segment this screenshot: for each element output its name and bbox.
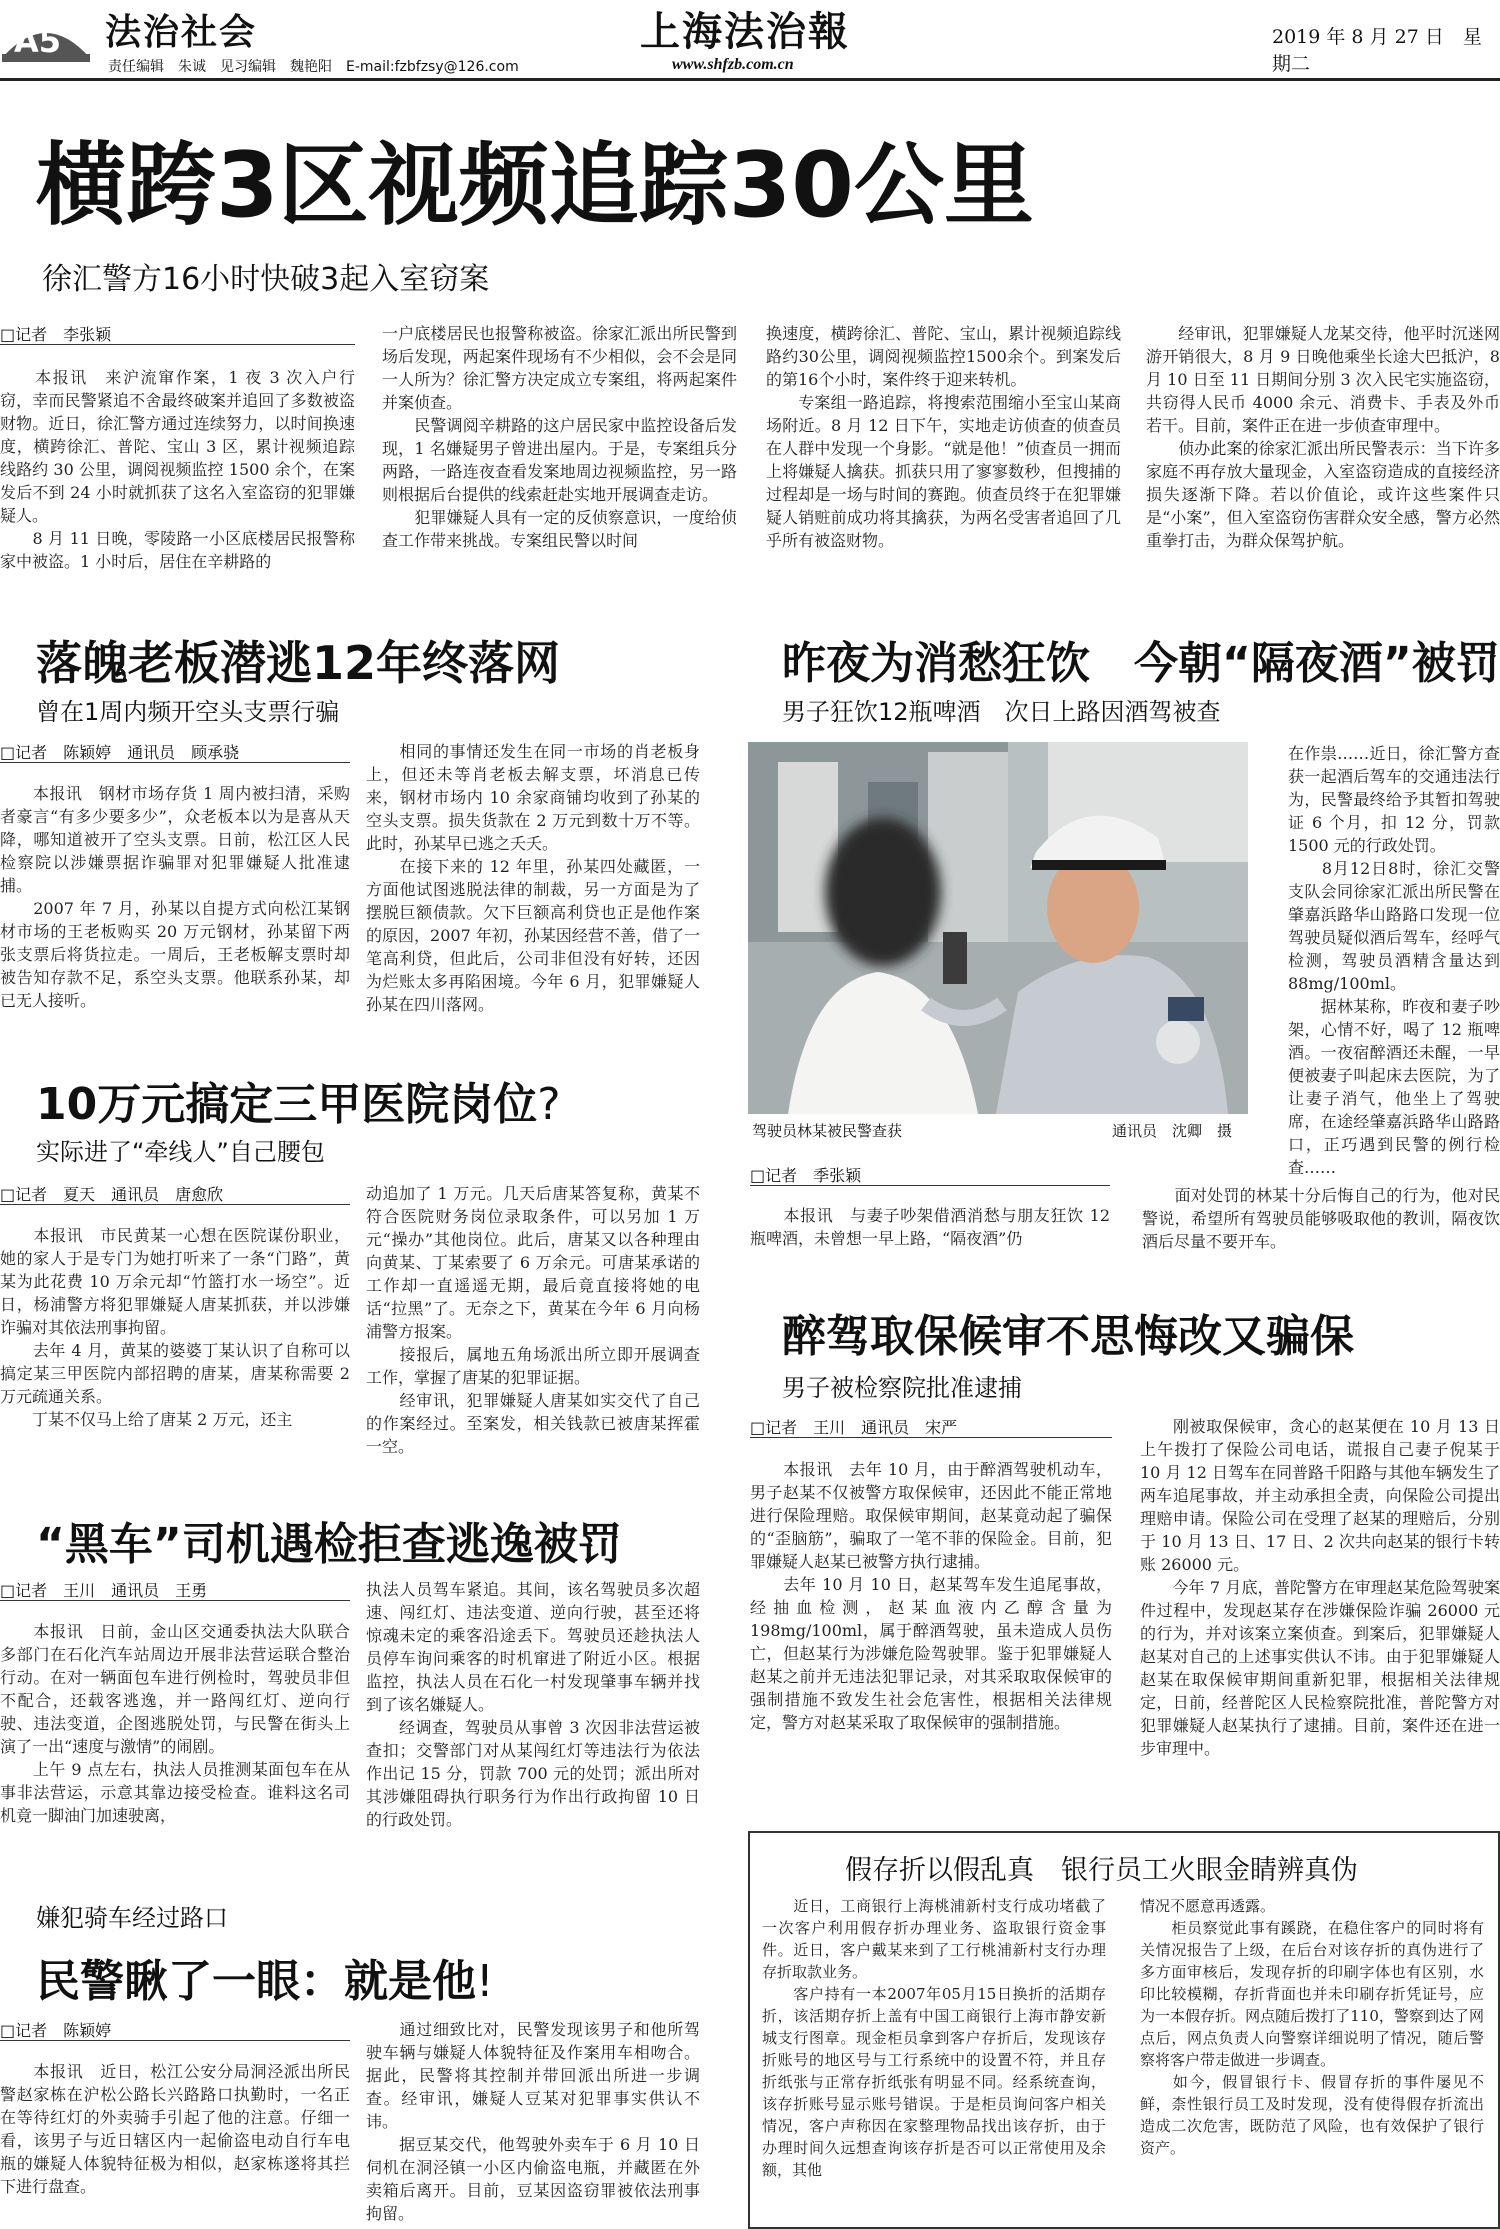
a6-byline: □记者 季张颖 bbox=[750, 1166, 862, 1185]
a6-photo-credit: 通讯员 沈卿 摄 bbox=[1112, 1122, 1233, 1140]
a6-byline-rule bbox=[750, 1185, 1110, 1186]
a6-col3: 面对处罚的林某十分后悔自己的行为，他对民警说，希望所有驾驶员能够吸取他的教训，隔夜饮酒后尽量不要开车。 bbox=[1142, 1186, 1500, 1251]
a1-col4: 经审讯，犯罪嫌疑人龙某交待，他平时沉迷网游开销很大，8 月 9 日晚他乘坐长途大巴抵沪，8 月 10 日至 11 日期间分别 3 次入民宅实施盗窃，共窃得人民币 4000 余元、消费卡、手表及外币若干。目前，案件正在进一步侦查审理中。 侦办此案的徐家汇派出所民警表示：当下许多家庭不再存放大量现金，入室盗窃造成的直接经济损失逐渐下降。若以价值论，或许这些案件只是“小案”，但入室盗窃伤害群众安全感，警方必然重拳打击，为群众保驾护航。 bbox=[1146, 324, 1500, 550]
a7-title: 醉驾取保候审不思悔改又骗保 bbox=[782, 1311, 1354, 1362]
a5-byline-rule bbox=[0, 2040, 350, 2041]
a5-col2: 通过细致比对，民警发现该男子和他所驾驶车辆与嫌疑人体貌特征及作案用车相吻合。据此，民警将其控制并带回派出所进一步调查。经审讯，嫌疑人豆某对犯罪事实供认不讳。 据豆某交代，他驾驶外卖车于 6 月 10 日伺机在洞泾镇一小区内偷盗电瓶，并藏匿在外卖箱后离开。目前，豆某因盗窃罪被依法刑事拘留。 bbox=[366, 2020, 700, 2223]
a1-col1: 本报讯 来沪流窜作案，1 夜 3 次入户行窃，幸而民警紧追不舍最终破案并追回了多数被盗财物。近日，徐汇警方通过连续努力，以时间换速度，横跨徐汇、普陀、宝山 3 区，累计视频追踪线路约 30 公里，调阅视频监控 1500 余个，在案发后不到 24 小时就抓获了这名入室盗窃的犯罪嫌疑人。 8 月 11 日晚，零陵路一小区底楼居民报警称家中被盗。1 小时后，居住在辛耕路的 bbox=[0, 368, 355, 571]
editors-line: 责任编辑 朱诚 见习编辑 魏艳阳 E-mail:fzbfzsy@126.com bbox=[108, 59, 519, 75]
a1-col2: 一户底楼居民也报警称被盗。徐家汇派出所民警到场后发现，两起案件现场有不少相似，会不会是同一人所为？徐汇警方决定成立专案组，将两起案件并案侦查。 民警调阅辛耕路的这户居民家中监控设备后发现，1 名嫌疑男子曾进出屋内。于是，专案组兵分两路，一路连夜查看发案地周边视频监控，另一路则根据后台提供的线索赶赴实地开展调查走访。 犯罪嫌疑人具有一定的反侦察意识，一度给侦查工作带来挑战。专案组民警以时间 bbox=[382, 324, 737, 550]
a2-col1: 本报讯 钢材市场存货 1 周内被扫清，采购者豪言“有多少要多少”，众老板本以为是喜从天降，哪知道被开了空头支票。日前，松江区人民检察院以涉嫌票据诈骗罪对犯罪嫌疑人批准逮捕。 2007 年 7 月，孙某以自提方式向松江某钢材市场的王老板购买 20 万元钢材，孙某留下两张支票后将货拉走。一周后，王老板解支票时却被告知存款不足，系空头支票。他联系孙某，却已无人接听。 bbox=[0, 784, 350, 1010]
section-title: 法治社会 bbox=[105, 12, 258, 53]
a1-col3: 换速度，横跨徐汇、普陀、宝山，累计视频追踪线路约30公里，调阅视频监控1500余个。到案发后的第16个小时，案件终于迎来转机。 专案组一路追踪，将搜索范围缩小至宝山某商场附近。8 月 12 日下午，实地走访侦查的侦查员在人群中发现一个身影。“就是他！”侦查员一拥而上将嫌疑人擒获。抓获只用了寥寥数秒，但搜捕的过程却是一场与时间的赛跑。侦查员终于在犯罪嫌疑人销赃前成功将其擒获，为两名受害者追回了几乎所有被盗财物。 bbox=[766, 324, 1121, 550]
a6-col2: 在作祟……近日，徐汇警方查获一起酒后驾车的交通违法行为，民警最终给予其暂扣驾驶证 6 个月，扣 12 分，罚款 1500 元的行政处罚。 8月12日8时，徐汇交警支队会同徐家汇派出所民警在肇嘉浜路华山路路口发现一位驾驶员疑似酒后驾车，经呼气检测，驾驶员酒精含量达到88mg/100ml。 据林某称，昨夜和妻子吵架，心情不好，喝了 12 瓶啤酒。一夜宿醉酒还未醒，一早便被妻子叫起床去医院，为了让妻子消气，他坐上了驾驶席，在途经肇嘉浜路华山路路口，正巧遇到民警的例行检查…… bbox=[1288, 744, 1500, 1177]
newspaper-logo: 上海法治報 bbox=[640, 8, 850, 55]
a8-col2: 情况不愿意再透露。 柜员察觉此事有蹊跷，在稳住客户的同时将有关情况报告了上级，在后台对该存折的真伪进行了多方面审核后，发现存折的印刷字体也有区别，水印比较模糊，存折背面也并未印刷存折凭证号，应为一本假存折。网点随后拨打了110，警察到达了网点后，网点负责人向警察详细说明了情况，随后警察将客户带走做进一步调查。 如今，假冒银行卡、假冒存折的事件屡见不鲜，柰性银行员工及时发现，没有使得假存折流出造成二次危害，既防范了风险，也有效保护了银行资产。 bbox=[1140, 1897, 1484, 2157]
a7-byline: □记者 王川 通讯员 宋严 bbox=[750, 1418, 958, 1437]
a7-byline-rule bbox=[750, 1437, 1112, 1438]
a7-col2: 刚被取保候审，贪心的赵某便在 10 月 13 日上午拨打了保险公司电话，谎报自己妻子倪某于 10 月 12 日驾车在同普路千阳路与其他车辆发生了两车追尾事故，并主动承担全责，向保险公司提出理赔申请。保险公司在受理了赵某的理赔后，分别于 10 月 13 日、17 日、2 次共向赵某的银行卡转账 26000 元。 今年 7 月底，普陀警方在审理赵某危险驾驶案件过程中，发现赵某存在涉嫌保险诈骗 26000 元的行为，并对该案立案侦查。到案后，犯罪嫌疑人赵某对自己的上述事实供认不讳。由于犯罪嫌疑人赵某在取保候审期间重新犯罪，根据相关法律规定，日前，经普陀区人民检察院批准，普陀警方对犯罪嫌疑人赵某执行了逮捕。目前，案件还在进一步审理中。 bbox=[1140, 1417, 1500, 1758]
a5-col1: 本报讯 近日，松江公安分局洞泾派出所民警赵家栋在沪松公路长兴路路口执勤时，一名正在等待红灯的外卖骑手引起了他的注意。仔细一看，该男子与近日辖区内一起偷盗电动自行车电瓶的嫌疑人体貌特征极为相似，赵家栋遂将其拦下进行盘查。 bbox=[0, 2062, 350, 2196]
header-rule bbox=[0, 78, 1500, 81]
a5-title: 民警瞅了一眼：就是他! bbox=[36, 1956, 494, 2007]
a5-kicker: 嫌犯骑车经过路口 bbox=[36, 1904, 228, 1932]
a3-col1: 本报讯 市民黄某一心想在医院谋份职业，她的家人于是专门为她打听来了一条“门路”，黄某为此花费 10 万余元却“竹篮打水一场空”。近日，杨浦警方将犯罪嫌疑人唐某抓获，并以涉嫌诈骗对其依法刑事拘留。 去年 4 月，黄某的婆婆丁某认识了自称可以搞定某三甲医院内部招聘的唐某，唐某称需要 2 万元疏通关系。 丁某不仅马上给了唐某 2 万元，还主 bbox=[0, 1226, 350, 1429]
a4-byline: □记者 王川 通讯员 王勇 bbox=[0, 1581, 208, 1600]
a1-byline: □记者 李张颖 bbox=[0, 325, 112, 344]
a2-byline: □记者 陈颖婷 通讯员 顾承骁 bbox=[0, 743, 240, 762]
section-badge bbox=[0, 6, 92, 64]
a3-col2: 动追加了 1 万元。几天后唐某答复称，黄某不符合医院财务岗位录取条件，可以另加 1 万元“操办”其他岗位。此后，唐某又以各种理由向黄某、丁某索要了 6 万余元。可唐某承诺的工作却一直遥遥无期，最后竟直接将她的电话“拉黑”了。无奈之下，黄某在今年 6 月向杨浦警方报案。 接报后，属地五角场派出所立即开展调查工作，掌握了唐某的犯罪证据。 经审讯，犯罪嫌疑人唐某如实交代了自己的作案经过。至案发，相关钱款已被唐某挥霍一空。 bbox=[366, 1184, 700, 1456]
a1-byline-rule bbox=[0, 344, 355, 345]
a5-title-bang: ! bbox=[476, 1956, 494, 2007]
a3-title: 10万元搞定三甲医院岗位? bbox=[36, 1079, 561, 1130]
a6-title: 昨夜为消愁狂饮 今朝“隔夜酒”被罚 bbox=[782, 638, 1500, 689]
a7-col1: 本报讯 去年 10 月，由于醉酒驾驶机动车，男子赵某不仅被警方取保候审，还因此不能正常地进行保险理赔。取保候审期间，赵某竟动起了骗保的“歪脑筋”，骗取了一笔不菲的保险金。目前，犯罪嫌疑人赵某已被警方执行逮捕。 去年 10 月 10 日，赵某驾车发生追尾事故，经抽血检测，赵某血液内乙醇含量为 198mg/100ml，属于醉酒驾驶，虽未造成人员伤亡，但赵某行为涉嫌危险驾驶罪。鉴于犯罪嫌疑人赵某之前并无违法犯罪记录，对其采取取保候审的强制措施不致发生社会危害性，根据相关法律规定，警方对赵某采取了取保候审的强制措施。 bbox=[750, 1460, 1112, 1732]
a8-col1: 近日，工商银行上海桃浦新村支行成功堵截了一次客户利用假存折办理业务、盗取银行资金事件。近日，客户戴某来到了工行桃浦新村支行办理存折取款业务。 客户持有一本2007年05月15日换折的活期存折，该活期存折上盖有中国工商银行上海市静安新城支行图章。现金柜员拿到客户存折后，发现该存折账号的地区号与工行系统中的设置不符，并且存折纸张与正常存折纸张有明显不同。经系统查询，该存折账号显示账号错误。于是柜员询问客户相关情况，客户声称因在家整理物品找出该存折，由于办理时间久远想查询该存折是否可以正常使用及余额，其他 bbox=[762, 1897, 1106, 2179]
a3-title-question: ? bbox=[537, 1079, 561, 1130]
a6-col1: 本报讯 与妻子吵架借酒消愁与朋友狂饮 12 瓶啤酒，未曾想一早上路，“隔夜酒”仍 bbox=[750, 1206, 1110, 1248]
a8-title: 假存折以假乱真 银行员工火眼金睛辨真伪 bbox=[845, 1855, 1358, 1886]
a3-byline-rule bbox=[0, 1204, 350, 1205]
a6-photo-caption: 驾驶员林某被民警查获 bbox=[752, 1122, 903, 1140]
a4-col1: 本报讯 日前，金山区交通委执法大队联合多部门在石化汽车站周边开展非法营运联合整治行动。在对一辆面包车进行例检时，驾驶员非但不配合，还载客逃逸，并一路闯红灯、逆向行驶、违法变道，企图逃脱处罚，与民警在街头上演了一出“速度与激情”的闹剧。 上午 9 点左右，执法人员推测某面包车在从事非法营运，示意其靠边接受检查。谁料这名司机竟一脚油门加速驶离， bbox=[0, 1622, 350, 1825]
a4-title: “黑车”司机遇检拒查逃逸被罚 bbox=[36, 1519, 622, 1570]
issue-date: 2019 年 8 月 27 日 星期二 bbox=[1272, 26, 1482, 75]
a6-photo bbox=[748, 742, 1248, 1114]
a2-col2: 相同的事情还发生在同一市场的肖老板身上，但还未等肖老板去解支票，坏消息已传来，钢材市场内 10 余家商铺均收到了孙某的空头支票。损失货款在 2 万元到数十万不等。此时，孙某早已逃之夭夭。 在接下来的 12 年里，孙某四处藏匿，一方面他试图逃脱法律的制裁，另一方面是为了摆脱巨额债款。欠下巨额高利贷也正是他作案的原因，2007 年初，孙某因经营不善，借了一笔高利贷，但此后，公司非但没有好转，还因为烂账太多再陷困境。今年 6 月，犯罪嫌疑人孙某在四川落网。 bbox=[366, 742, 700, 1014]
a5-byline: □记者 陈颖婷 bbox=[0, 2021, 112, 2040]
a3-subtitle: 实际进了“牵线人”自己腰包 bbox=[36, 1138, 325, 1166]
a4-col2: 执法人员驾车紧追。其间，该名驾驶员多次超速、闯红灯、违法变道、逆向行驶，甚至还将惊魂未定的乘客沿途丢下。驾驶员还趁执法人员停车询问乘客的时机窜进了附近小区。根据监控，执法人员在石化一村发现肇事车辆并找到了该名嫌疑人。 经调查，驾驶员从事曾 3 次因非法营运被查扣；交警部门对从某闯红灯等违法行为依法作出记 15 分，罚款 700 元的处罚；派出所对其涉嫌阻碍执行职务行为作出行政拘留 10 日的行政处罚。 bbox=[366, 1580, 700, 1829]
a6-subtitle: 男子狂饮12瓶啤酒 次日上路因酒驾被查 bbox=[782, 698, 1221, 726]
section-code: A5 bbox=[14, 22, 62, 60]
a1-subtitle: 徐汇警方16小时快破3起入室窃案 bbox=[42, 262, 490, 297]
a1-title: 横跨3区视频追踪30公里 bbox=[36, 133, 1034, 238]
a3-byline: □记者 夏天 通讯员 唐愈欣 bbox=[0, 1185, 224, 1204]
a2-title: 落魄老板潜逃12年终落网 bbox=[36, 636, 561, 690]
a2-byline-rule bbox=[0, 762, 350, 763]
a2-subtitle: 曾在1周内频开空头支票行骗 bbox=[36, 698, 340, 726]
a7-subtitle: 男子被检察院批准逮捕 bbox=[782, 1374, 1022, 1402]
newspaper-url[interactable]: www.shfzb.com.cn bbox=[672, 56, 794, 73]
a4-byline-rule bbox=[0, 1600, 350, 1601]
